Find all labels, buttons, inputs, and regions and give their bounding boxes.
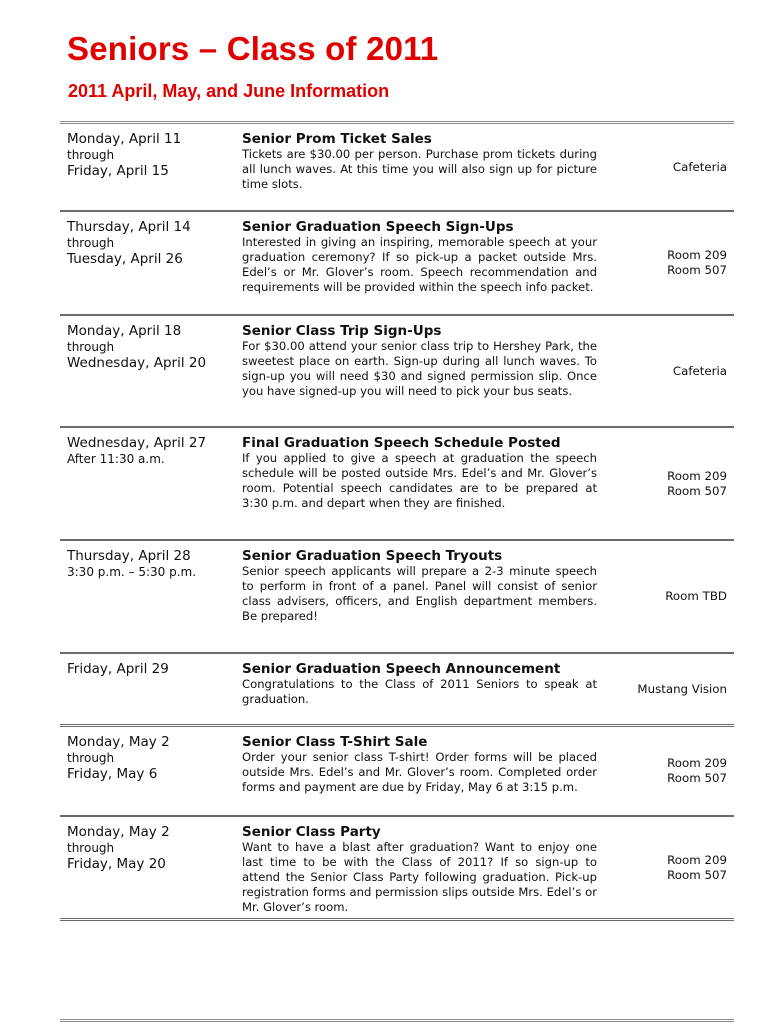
event-title: Senior Class Party (242, 824, 381, 840)
event-location (607, 727, 727, 815)
event-location-line: Room 507 (667, 483, 727, 498)
event-title: Final Graduation Speech Schedule Posted (242, 435, 561, 451)
event-date (67, 219, 237, 267)
event-location (607, 212, 727, 314)
event-location (607, 124, 727, 210)
event-date-through: through (67, 751, 115, 765)
events-table (60, 121, 734, 921)
event-location-line: Room 209 (667, 468, 727, 483)
page-subtitle: 2011 April, May, and June Information (68, 81, 390, 101)
event-title: Senior Class Trip Sign-Ups (242, 323, 442, 339)
event-location-line: Room 507 (667, 263, 727, 277)
event-location-line: Room 209 (667, 852, 727, 867)
event-text: Want to have a blast after graduation? Want to enjoy one last time to be with the Class of 2011? If so sign-up to attend the Senior Class Party following graduation. Pick-up registration forms and permission slips outside Mrs. Edel’s or Mr. Glover’s room. (242, 840, 597, 914)
event-row (60, 817, 734, 921)
event-date-start: Wednesday, April 27 (67, 435, 207, 451)
event-row (60, 727, 734, 817)
event-text: Senior speech applicants will prepare a 2-3 minute speech to perform in front of a panel. Panel will consist of senior class advisers, officers, and English department members. Be prepared! (242, 564, 597, 623)
event-row (60, 316, 734, 428)
event-location-line: Cafeteria (672, 159, 727, 174)
event-date (67, 734, 237, 782)
event-date (67, 548, 237, 580)
event-location-line: Room TBD (665, 589, 727, 603)
event-date-through: through (67, 841, 115, 855)
event-row (60, 654, 734, 727)
event-date-end: Friday, May 20 (67, 856, 166, 872)
event-location-line: Room 209 (667, 248, 727, 262)
event-description (242, 323, 597, 399)
event-date (67, 323, 237, 371)
event-row (60, 212, 734, 316)
event-row (60, 124, 734, 212)
event-date (67, 824, 237, 872)
event-row (60, 541, 734, 654)
event-location (607, 654, 727, 724)
event-row (60, 428, 734, 541)
event-description (242, 548, 597, 624)
event-date-time: After 11:30 a.m. (67, 452, 165, 466)
event-location-line: Room 507 (667, 867, 727, 882)
event-location-line: Room 209 (667, 756, 727, 770)
event-title: Senior Class T-Shirt Sale (242, 734, 428, 750)
event-location (607, 428, 727, 539)
event-location (607, 316, 727, 426)
event-description (242, 435, 597, 511)
bottom-divider (60, 1019, 734, 1022)
event-date-start: Thursday, April 14 (67, 219, 191, 235)
event-date-end: Wednesday, April 20 (67, 355, 207, 371)
event-description (242, 661, 597, 707)
event-text: Congratulations to the Class of 2011 Seniors to speak at graduation. (242, 677, 597, 706)
event-location-line: Mustang Vision (637, 681, 727, 696)
event-location (607, 817, 727, 918)
event-text: Tickets are $30.00 per person. Purchase prom tickets during all lunch waves. At this time you will also sign up for picture time slots. (242, 147, 597, 191)
event-description (242, 824, 597, 915)
event-text: For $30.00 attend your senior class trip to Hershey Park, the sweetest place on earth. Sign-up during all lunch waves. To sign-up you will need $30 and signed permission slip. Once you have signed-up you will need to pick your bus seats. (242, 339, 597, 398)
event-date-end: Friday, May 6 (67, 766, 158, 782)
event-date-start: Friday, April 29 (67, 661, 169, 677)
event-text: Order your senior class T-shirt! Order forms will be placed outside Mrs. Edel’s and Mr. Glover’s room. Completed order forms and payment are due by Friday, May 6 at 3:15 p.m. (242, 750, 597, 794)
event-date-through: through (67, 236, 115, 250)
event-title: Senior Graduation Speech Announcement (242, 661, 561, 677)
event-date-start: Monday, May 2 (67, 824, 170, 840)
event-title: Senior Prom Ticket Sales (242, 131, 432, 147)
event-date-through: through (67, 148, 115, 162)
event-date (67, 435, 237, 467)
event-date-start: Monday, May 2 (67, 734, 170, 750)
event-date (67, 131, 237, 179)
event-location-line: Room 507 (667, 771, 727, 785)
event-title: Senior Graduation Speech Sign-Ups (242, 219, 514, 235)
event-text: If you applied to give a speech at graduation the speech schedule will be posted outside Mrs. Edel’s and Mr. Glover’s room. Potential speech candidates are to be prepared at 3:30 p.m. and depart when they are finished. (242, 451, 597, 510)
event-location (607, 541, 727, 652)
event-date-through: through (67, 340, 115, 354)
page-title: Seniors – Class of 2011 (67, 30, 439, 67)
event-date-time: 3:30 p.m. – 5:30 p.m. (67, 565, 197, 579)
event-title: Senior Graduation Speech Tryouts (242, 548, 503, 564)
event-date-end: Tuesday, April 26 (67, 251, 183, 267)
event-description (242, 219, 597, 295)
event-date-end: Friday, April 15 (67, 163, 169, 179)
event-description (242, 131, 597, 192)
event-location-line: Cafeteria (672, 363, 727, 378)
event-text: Interested in giving an inspiring, memorable speech at your graduation ceremony? If so pick-up a packet outside Mrs. Edel’s or Mr. Glover’s room. Speech recommendation and requirements will be provided within the speech info packet. (242, 235, 597, 294)
event-date-start: Thursday, April 28 (67, 548, 191, 564)
event-date-start: Monday, April 18 (67, 323, 182, 339)
event-date-start: Monday, April 11 (67, 131, 182, 147)
event-description (242, 734, 597, 795)
event-date (67, 661, 237, 677)
